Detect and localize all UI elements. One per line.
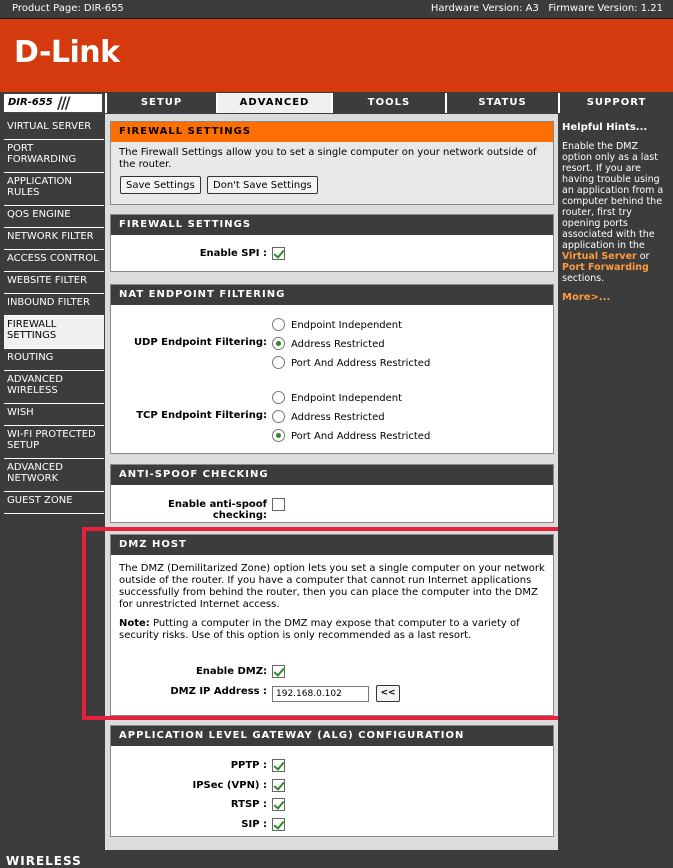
sidebar-item-port-forwarding[interactable]: [4, 140, 104, 173]
sidebar-item-advanced-wireless[interactable]: [4, 371, 104, 404]
udp-address-restricted-radio[interactable]: [272, 337, 285, 350]
hints-text-part: sections.: [562, 273, 605, 284]
rtsp-checkbox[interactable]: [272, 798, 285, 811]
hints-text-part: Enable the DMZ option only as a last resort. If you are having trouble using an application from a computer behind the router, first try opening ports associated with the application in the: [562, 141, 664, 251]
tcp-filtering-label: TCP Endpoint Filtering:: [136, 410, 267, 421]
tab-advanced[interactable]: ADVANCED: [216, 93, 331, 113]
sidebar-item-routing[interactable]: [4, 349, 104, 371]
sidebar-item-label: ADVANCED: [7, 462, 63, 473]
enable-spi-label: Enable SPI :: [199, 248, 267, 259]
sidebar-item-wifi-protected-setup[interactable]: [4, 426, 104, 459]
tcp-address-restricted-radio[interactable]: [272, 410, 285, 423]
sidebar-item-label: WEBSITE FILTER: [7, 275, 88, 286]
tab-support[interactable]: SUPPORT: [558, 93, 673, 113]
ipsec-checkbox[interactable]: [272, 779, 285, 792]
udp-port-address-restricted-radio[interactable]: [272, 356, 285, 369]
model-badge: [3, 93, 103, 113]
tcp-endpoint-independent-radio[interactable]: [272, 391, 285, 404]
radio-label: Address Restricted: [291, 339, 385, 350]
note-label: Note:: [119, 618, 150, 629]
highlight-rectangle: [82, 527, 584, 720]
sidebar-item-label: QOS ENGINE: [7, 209, 71, 220]
sidebar-item-label: NETWORK FILTER: [7, 231, 94, 242]
dmz-description: The DMZ (Demilitarized Zone) option lets you set a single computer on your network outside of the router. If you have a computer that cannot run Internet applications successfully from behind the router, then you can place the computer into the DMZ for unrestricted Internet access.: [119, 563, 545, 610]
sidebar-item-network-filter[interactable]: [4, 228, 104, 250]
product-page-label: Product Page: DIR-655: [12, 3, 124, 14]
main-nav: [0, 92, 673, 114]
sidebar-item-advanced-network[interactable]: [4, 459, 104, 492]
firewall-settings-panel: [110, 214, 554, 272]
sip-checkbox[interactable]: [272, 818, 285, 831]
dont-save-settings-button[interactable]: Don't Save Settings: [207, 176, 318, 194]
sidebar-item-label: RULES: [7, 187, 40, 198]
sidebar-item-label: VIRTUAL SERVER: [7, 121, 92, 132]
udp-filtering-label: UDP Endpoint Filtering:: [133, 337, 267, 348]
brand-header: [0, 18, 673, 92]
sidebar-item-label: PORT: [7, 143, 34, 154]
hints-text: [562, 141, 669, 284]
sidebar-item-label: ACCESS CONTROL: [7, 253, 99, 264]
sidebar-item-application-rules[interactable]: [4, 173, 104, 206]
dmz-ip-input[interactable]: 192.168.0.102: [272, 686, 369, 702]
sidebar-item-label: FIREWALL: [7, 319, 57, 330]
virtual-server-link[interactable]: Virtual Server: [562, 251, 637, 262]
sidebar-item-virtual-server[interactable]: [4, 118, 104, 140]
anti-spoof-checkbox[interactable]: [272, 498, 285, 511]
panel-title: FIREWALL SETTINGS: [111, 215, 553, 235]
sidebar-item-label: WISH: [7, 407, 34, 418]
sidebar: [0, 114, 105, 850]
wireless-footer: WIRELESS: [0, 850, 673, 868]
nat-endpoint-filtering-panel: [110, 284, 554, 454]
sidebar-item-label: WI-FI PROTECTED: [7, 429, 96, 440]
sidebar-item-firewall-settings[interactable]: [4, 316, 104, 349]
hints-text-part: or: [636, 251, 650, 262]
slashes-icon: ///: [57, 93, 69, 112]
hints-title: Helpful Hints...: [562, 122, 648, 133]
sidebar-item-guest-zone[interactable]: [4, 492, 104, 514]
sidebar-item-wish[interactable]: [4, 404, 104, 426]
sidebar-item-label: NETWORK: [7, 473, 59, 484]
udp-endpoint-independent-radio[interactable]: [272, 318, 285, 331]
dmz-computer-select-button[interactable]: <<: [376, 685, 400, 702]
enable-spi-checkbox[interactable]: [272, 247, 285, 260]
ipsec-label: IPSec (VPN) :: [192, 780, 267, 791]
more-hints-link[interactable]: More>...: [562, 292, 611, 303]
tab-setup[interactable]: SETUP: [105, 93, 216, 113]
dlink-logo: D-Link: [14, 35, 120, 70]
top-info-bar: [0, 0, 673, 18]
sidebar-item-label: APPLICATION: [7, 176, 72, 187]
sidebar-item-access-control[interactable]: [4, 250, 104, 272]
model-name: DIR-655: [8, 97, 53, 108]
firewall-intro-panel: [110, 121, 554, 205]
save-settings-button[interactable]: Save Settings: [120, 176, 201, 194]
sidebar-item-label: WIRELESS: [7, 385, 58, 396]
radio-label: Port And Address Restricted: [291, 358, 431, 369]
sidebar-item-qos-engine[interactable]: [4, 206, 104, 228]
sidebar-item-label: GUEST ZONE: [7, 495, 73, 506]
sidebar-item-label: INBOUND FILTER: [7, 297, 90, 308]
firewall-intro-description: The Firewall Settings allow you to set a single computer on your network outside of the router.: [119, 147, 537, 170]
radio-label: Address Restricted: [291, 412, 385, 423]
rtsp-label: RTSP :: [230, 799, 267, 810]
enable-dmz-label: Enable DMZ:: [195, 666, 267, 677]
pptp-checkbox[interactable]: [272, 759, 285, 772]
radio-label: Endpoint Independent: [291, 393, 403, 404]
panel-title: FIREWALL SETTINGS: [111, 122, 553, 142]
tab-status[interactable]: STATUS: [445, 93, 558, 113]
radio-label: Endpoint Independent: [291, 320, 403, 331]
sidebar-item-inbound-filter[interactable]: [4, 294, 104, 316]
pptp-label: PPTP :: [230, 760, 267, 771]
tab-tools[interactable]: TOOLS: [331, 93, 445, 113]
tcp-port-address-restricted-radio[interactable]: [272, 429, 285, 442]
sip-label: SIP :: [241, 819, 267, 830]
panel-title: ANTI-SPOOF CHECKING: [111, 465, 553, 485]
sidebar-item-website-filter[interactable]: [4, 272, 104, 294]
panel-title: NAT ENDPOINT FILTERING: [111, 285, 553, 305]
sidebar-item-label: ROUTING: [7, 352, 54, 363]
sidebar-item-label: SETUP: [7, 440, 40, 451]
sidebar-item-label: ADVANCED: [7, 374, 63, 385]
dmz-ip-label: DMZ IP Address :: [170, 686, 267, 697]
note-text: Putting a computer in the DMZ may expose that computer to a variety of security risks. Use of this option is only recommended as a last resort.: [119, 618, 520, 641]
firmware-version: Firmware Version: 1.21: [548, 3, 663, 14]
radio-label: Port And Address Restricted: [291, 431, 431, 442]
version-info: [431, 0, 663, 18]
alg-configuration-panel: [110, 725, 554, 837]
sidebar-item-label: FORWARDING: [7, 154, 77, 165]
panel-title: DMZ HOST: [111, 535, 553, 555]
anti-spoof-panel: [110, 464, 554, 523]
panel-title: APPLICATION LEVEL GATEWAY (ALG) CONFIGURATION: [111, 726, 553, 746]
hardware-version: Hardware Version: A3: [430, 3, 539, 14]
port-forwarding-link[interactable]: Port Forwarding: [562, 262, 649, 273]
helpful-hints-panel: [558, 114, 673, 850]
sidebar-item-label: SETTINGS: [7, 330, 57, 341]
anti-spoof-label: Enable anti-spoof checking:: [168, 499, 267, 521]
